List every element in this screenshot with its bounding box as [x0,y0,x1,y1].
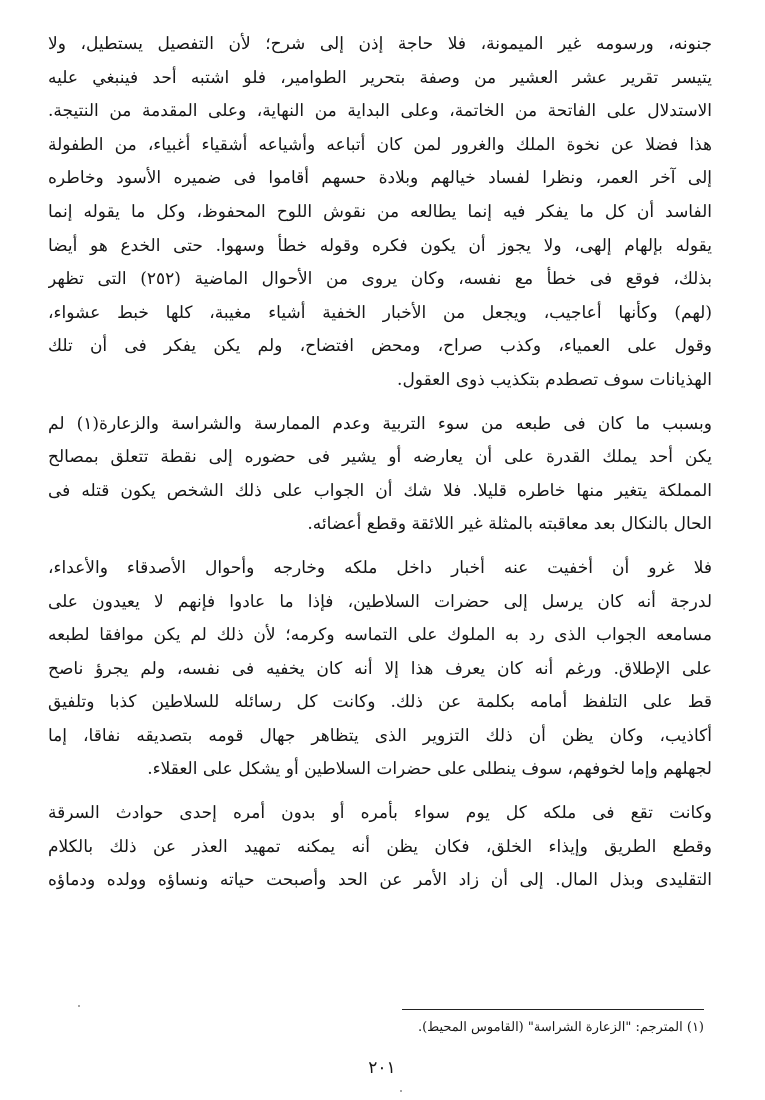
paragraph-2 [48,408,712,542]
text-line: هذا فضلا عن نخوة الملك والغرور لمن كان أتباعه وأشياعه أشقياء أغبياء، من الطفولة [48,134,712,155]
text-line: الهذيانات سوف تصطدم بتكذيب ذوى العقول. [397,369,712,390]
text-line: الحال بالنكال بعد معاقبته بالمثلة غير اللائقة وقطع أعضائه. [307,514,712,535]
body-text [48,28,712,908]
text-line: أكاذيب، وكان يظن أن ذلك التزوير الذى يتظاهر جهال قومه بتصديقه نفاقا، إما [48,725,712,746]
paragraph-1 [48,28,712,398]
text-line: لجهلهم وإما لخوفهم، سوف ينطلى على حضرات السلاطين أو يشكل على العقلاء. [147,759,712,780]
text-line: إلى آخر العمر، ونظرا لفساد خيالهم وبلادة حسهم أقاموا فى ضميره الأسود وخاطره [48,168,712,189]
text-line: جنونه، ورسومه غير الميمونة، فلا حاجة إذن إلى شرح؛ لأن التفصيل يستطيل، ولا [48,34,712,54]
text-line: لدرجة أنه كان يرسل إلى حضرات السلاطين، فإذا ما عادوا فإنهم لا يعيدون على [48,591,712,612]
paragraph-3 [48,552,712,787]
paragraph-4 [48,797,712,898]
text-line: فلا غرو أن أخفيت عنه أخبار داخل ملكه وخارجه وأحوال الأصدقاء والأعداء، [48,557,712,578]
text-line: الفاسد أن كل ما يفكر فيه إنما يطالعه من نقوش اللوح المحفوظ، وكل ما يقوله إنما [48,201,712,222]
footnote-divider [402,1009,704,1010]
text-line: (لهم) وكأنها أعاجيب، ويجعل من الأخبار الخفية أشياء مغيبة، كلها خبط عشواء، [48,302,712,323]
footnote: (١) المترجم: "الزعارة الشراسة" (القاموس المحيط). [417,1020,704,1035]
text-line: وقول على العمياء، وكذب صراح، ومحض افتضاح، ولم يكن يفكر فى أن تلك [48,336,712,357]
scan-speck [400,1090,402,1092]
text-line: المملكة يتغير منها خاطره قليلا. فلا شك أن الجواب على ذلك الشخص يكون قتله فى [48,480,712,501]
text-line: قط على التلفظ أمامه بكلمة عن ذلك. وكانت كل رسائله للسلاطين كذبا وتلفيق [48,692,712,713]
text-line: بذلك، فوقع فى خطأ مع نفسه، وكان يروى من الأحوال الماضية (٢٥٢) التى تظهر [48,269,712,290]
text-line: وقطع الطريق وإيذاء الخلق، فكان يظن أنه يمكنه تمهيد العذر عن ذلك بالكلام [48,836,712,857]
text-line: يتيسر تقرير عشر العشير من وصفة بتحرير الطوامير، فلو اشتبه أحد فينبغي عليه [48,67,712,88]
text-line: يكن أحد يملك القدرة على أن يعارضه أو يشير فى حضوره إلى نقطة تتعلق بمصالح [48,447,712,468]
text-line: مسامعه الجواب الذى رد به الملوك على التماسه وكرمه؛ لأن ذلك لم يكن موافقا لطبعه [48,625,712,646]
page-number: ٢٠١ [368,1058,396,1078]
text-line: وكانت تقع فى ملكه كل يوم سواء بأمره أو بدون أمره إحدى حوادث السرقة [48,803,712,824]
text-line: على الإطلاق. ورغم أنه كان يعرف هذا إلا أنه كان يخفيه فى نفسه، ولم يجرؤ ناصح [48,658,712,679]
text-line: وبسبب ما كان فى طبعه من سوء التربية وعدم الممارسة والشراسة والزعارة(١) لم [48,413,712,434]
text-line: الاستدلال على الفاتحة من الخاتمة، وعلى البداية من النهاية، وعلى المقدمة من النتيجة. [48,101,712,122]
text-line: يقوله بإلهام إلهى، ولا يجوز أن يكون فكره وقوله خطأ وسهوا. حتى الخدع هو أيضا [48,235,712,256]
scan-speck [78,1005,80,1007]
text-line: التقليدى وبذل المال. إلى أن زاد الأمر عن الحد وأصبحت حياته ونساؤه وولده ودماؤه [48,870,712,891]
